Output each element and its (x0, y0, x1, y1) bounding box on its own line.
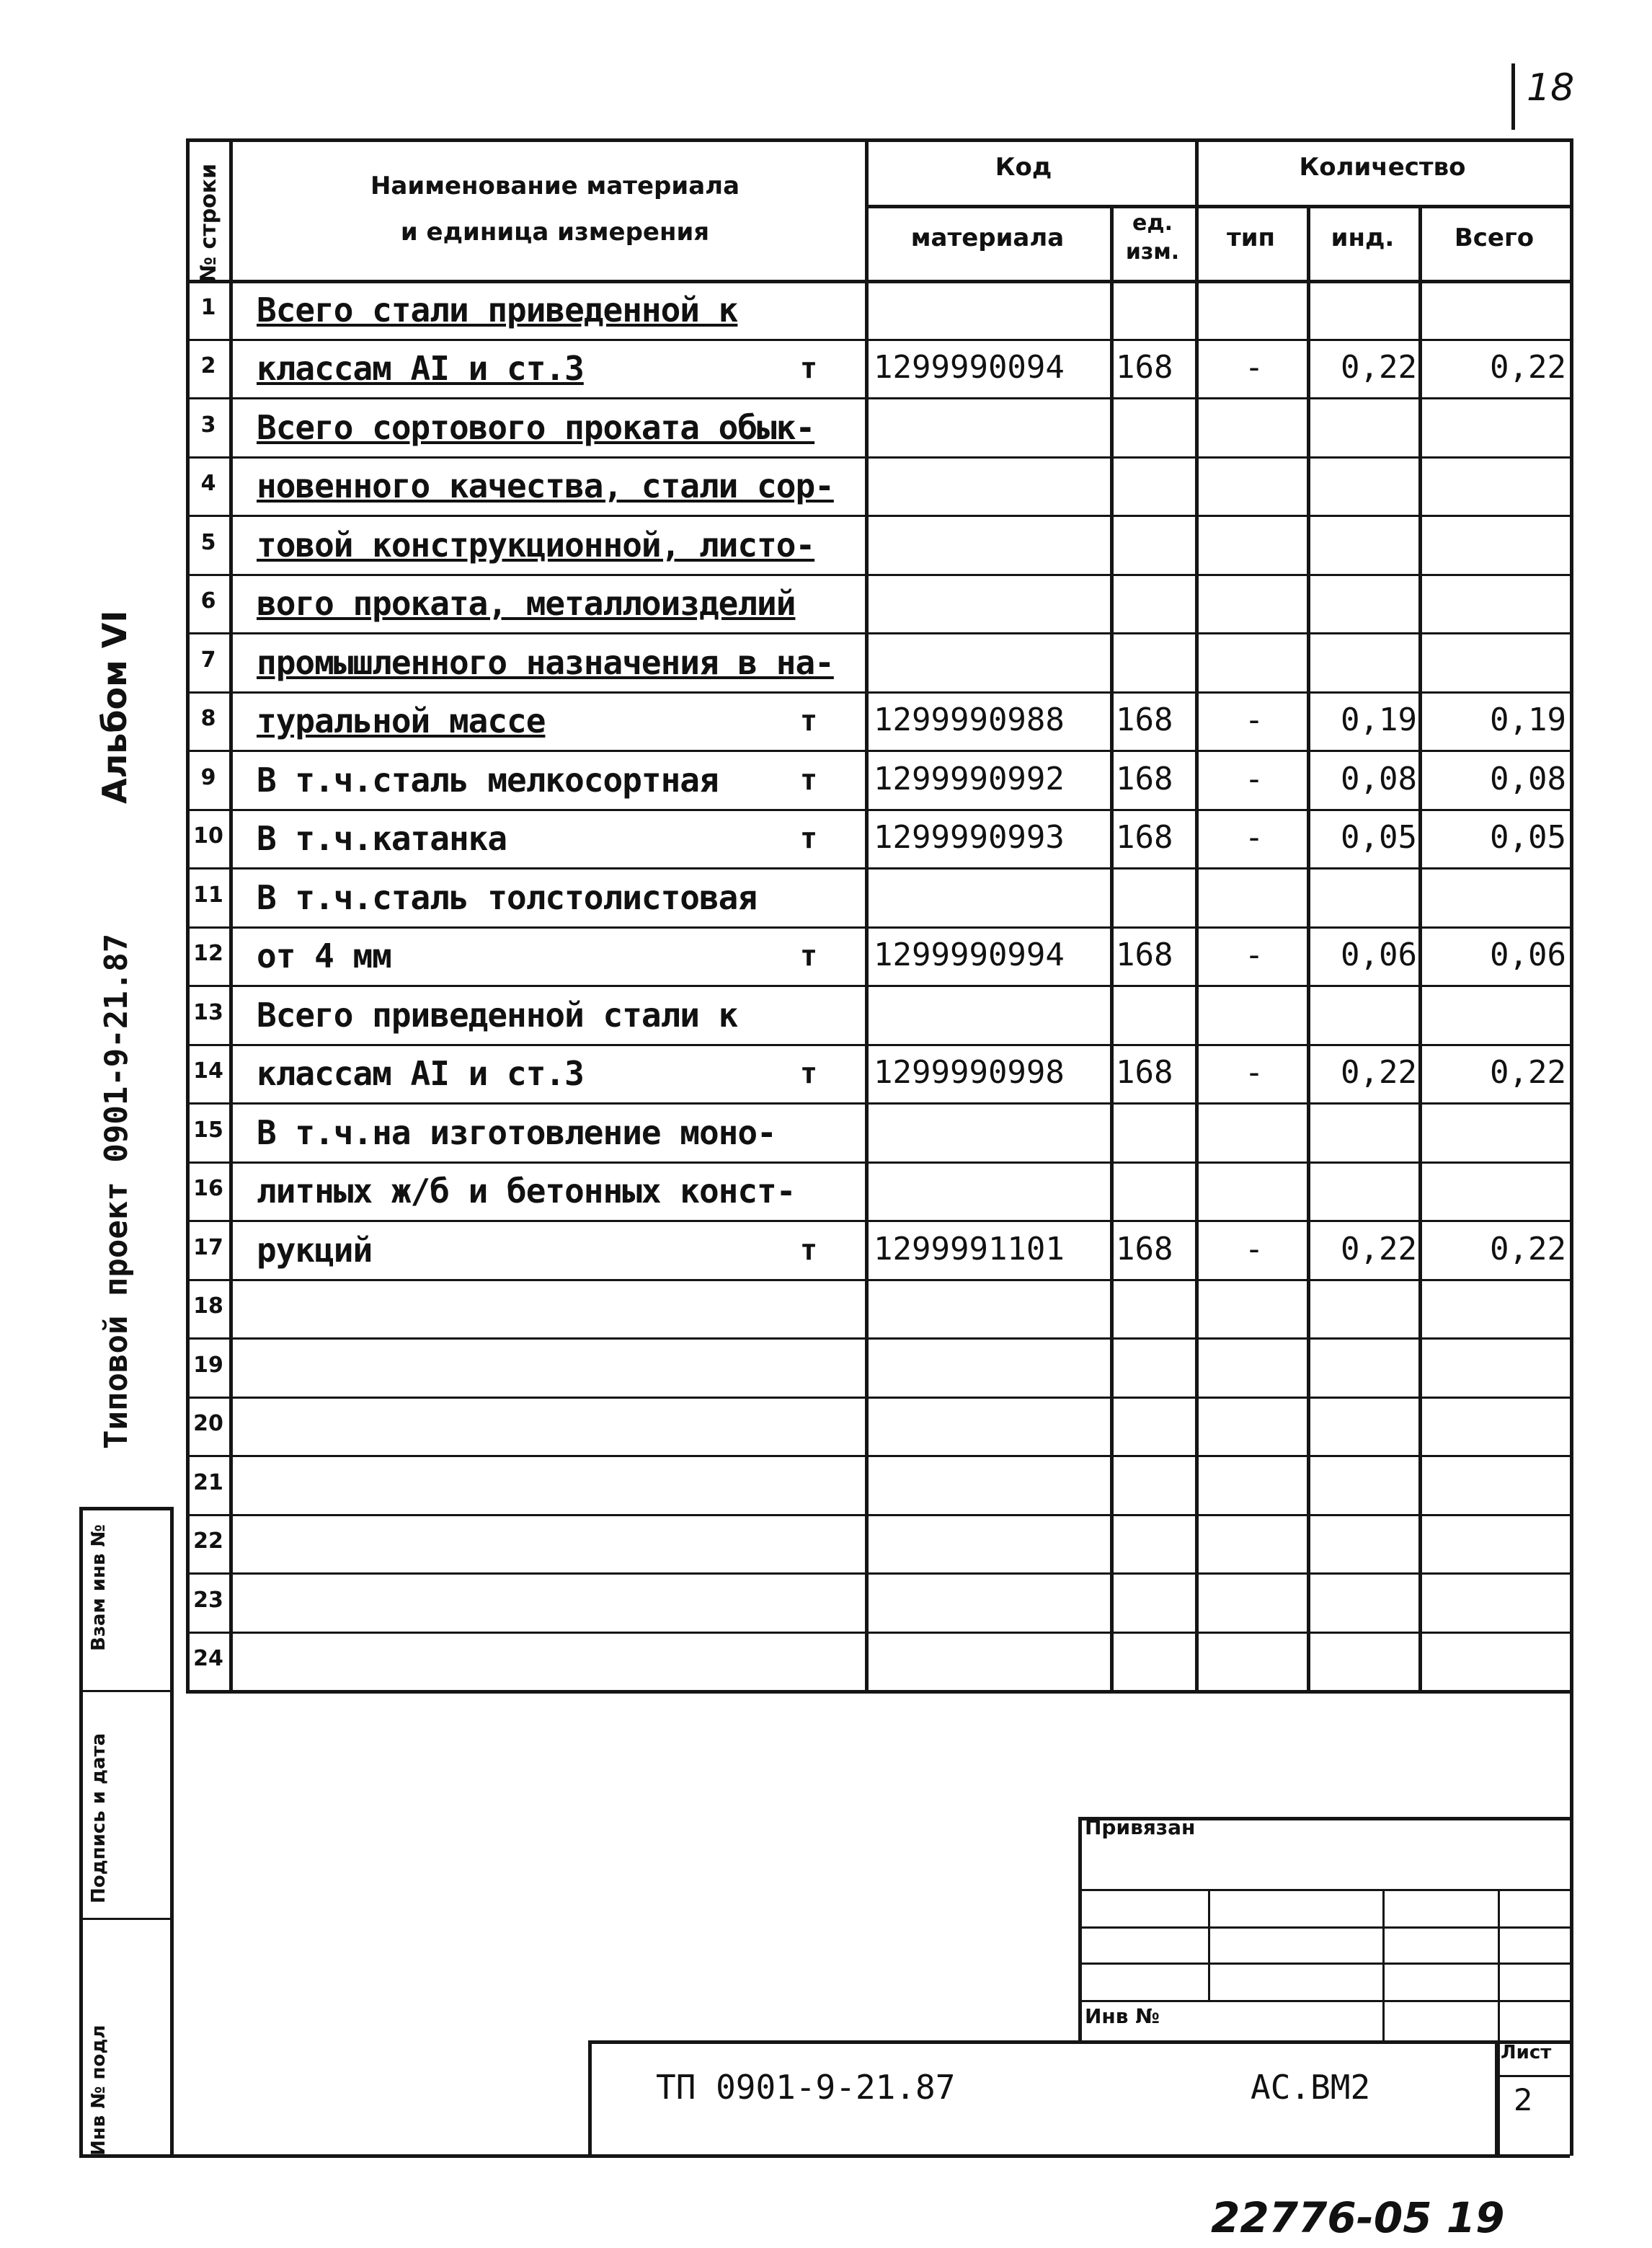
row-number: 18 (193, 1293, 223, 1319)
row-line (186, 1397, 1570, 1399)
header-bottom-line (186, 280, 1570, 283)
material-code: 1299990998 (874, 1054, 1065, 1091)
material-code: 1299990988 (874, 702, 1065, 738)
page-number: 18 (1527, 66, 1575, 110)
row-line (186, 985, 1570, 987)
row-number: 4 (200, 471, 216, 496)
margin-stamp-div1 (79, 1690, 173, 1692)
row-number: 9 (200, 765, 216, 790)
material-name: новенного качества, стали сор- (257, 466, 834, 505)
row-line (186, 515, 1570, 517)
row-number: 13 (193, 1000, 223, 1025)
material-unit: т (800, 352, 818, 385)
footer-number: 22776-05 19 (1211, 2193, 1505, 2242)
header-row-number: № строки (196, 163, 221, 283)
title-code: АС.ВМ2 (1251, 2068, 1371, 2107)
material-name: классам AI и ст.3 (257, 1054, 584, 1093)
table-top-border (186, 138, 1570, 142)
table-right-border (1570, 138, 1573, 2156)
material-code: 1299991101 (874, 1231, 1065, 1267)
row-line (186, 809, 1570, 811)
row-line (186, 1572, 1570, 1575)
title-main-left (588, 2040, 592, 2156)
qty-total: 0,19 (1490, 702, 1566, 738)
material-name: рукций (257, 1231, 373, 1270)
material-unit: т (800, 1234, 818, 1267)
qty-total: 0,22 (1490, 349, 1566, 386)
type-col-line (1195, 138, 1199, 1690)
header-quantity: Количество (1299, 153, 1466, 182)
qty-total: 0,22 (1490, 1231, 1566, 1267)
header-qty-total: Всего (1454, 224, 1535, 252)
material-name: Всего стали приведенной к (257, 291, 738, 329)
unit-code: 168 (1116, 702, 1173, 738)
qty-ind: 0,08 (1341, 761, 1417, 797)
stamp-signature-date: Подпись и дата (88, 1733, 110, 1903)
qty-type: - (1244, 761, 1264, 797)
row-number: 19 (193, 1353, 223, 1378)
row-number: 22 (193, 1528, 223, 1554)
qty-ind: 0,19 (1341, 702, 1417, 738)
rownum-col-line (229, 138, 233, 1690)
header-qty-ind: инд. (1331, 224, 1395, 252)
qty-type: - (1244, 937, 1264, 973)
unit-code: 168 (1116, 1231, 1173, 1267)
material-name: В т.ч.на изготовление моно- (257, 1113, 776, 1152)
material-unit: т (800, 1057, 818, 1090)
row-number: 23 (193, 1588, 223, 1613)
qty-ind: 0,22 (1341, 1231, 1417, 1267)
material-name: В т.ч.сталь толстолистовая (257, 878, 758, 917)
row-number: 14 (193, 1058, 223, 1084)
header-unit-line1: ед. (1132, 211, 1173, 236)
title-col1 (1208, 1889, 1210, 2000)
title-row1 (1078, 1889, 1570, 1891)
header-mid-line (865, 205, 1570, 208)
title-col2 (1382, 1889, 1385, 2040)
row-line (186, 1514, 1570, 1516)
stamp-inv-podl: Инв № подл (88, 2024, 110, 2156)
header-code: Код (995, 153, 1052, 182)
header-unit-line2: изм. (1125, 239, 1180, 265)
unit-code: 168 (1116, 937, 1173, 973)
row-number: 2 (200, 353, 216, 379)
header-qty-type: тип (1226, 224, 1276, 252)
row-number: 3 (200, 412, 216, 438)
qty-type: - (1244, 1231, 1264, 1267)
material-unit: т (800, 939, 818, 973)
material-name: вого проката, металлоизделий (257, 584, 796, 623)
stamp-vzam-inv: Взам инв № (88, 1524, 110, 1651)
qty-ind: 0,05 (1341, 819, 1417, 856)
material-code: 1299990094 (874, 349, 1065, 386)
row-line (186, 1337, 1570, 1340)
album-label: Альбом VI (95, 610, 134, 804)
material-name: от 4 мм (257, 937, 391, 975)
material-code: 1299990992 (874, 761, 1065, 797)
row-line (186, 1044, 1570, 1046)
row-number: 12 (193, 941, 223, 966)
row-line (186, 867, 1570, 869)
qty-total: 0,08 (1490, 761, 1566, 797)
qty-total: 0,06 (1490, 937, 1566, 973)
sheet-number: 2 (1514, 2082, 1533, 2118)
row-number: 11 (193, 882, 223, 908)
sheet-label: Лист (1501, 2042, 1552, 2063)
unit-code: 168 (1116, 761, 1173, 797)
title-inv-no: Инв № (1085, 2004, 1160, 2028)
row-line (186, 750, 1570, 752)
frame-left-lower (170, 1690, 174, 2156)
material-name: туральной массе (257, 702, 546, 740)
row-number: 17 (193, 1235, 223, 1260)
material-unit: т (800, 704, 818, 738)
qty-ind: 0,22 (1341, 1054, 1417, 1091)
row-line (186, 456, 1570, 459)
margin-stamp-left (79, 1507, 83, 2156)
row-line (186, 397, 1570, 399)
qty-type: - (1244, 702, 1264, 738)
material-name: литных ж/б и бетонных конст- (257, 1172, 796, 1211)
row-number: 16 (193, 1176, 223, 1201)
row-number: 6 (200, 588, 216, 614)
material-unit: т (800, 764, 818, 797)
row-line (186, 1455, 1570, 1457)
title-row4 (1078, 2000, 1570, 2002)
uom-col-line (1110, 205, 1114, 1690)
title-sheet-div (1495, 2075, 1570, 2077)
row-number: 5 (200, 530, 216, 555)
material-name: Всего сортового проката обык- (257, 408, 815, 447)
code-col-line (865, 138, 869, 1690)
title-sheet-left (1495, 2040, 1498, 2156)
material-code: 1299990994 (874, 937, 1065, 973)
qty-type: - (1244, 819, 1264, 856)
material-name: В т.ч.сталь мелкосортная (257, 761, 719, 800)
header-code-material: материала (910, 224, 1065, 252)
title-left (1078, 1817, 1082, 2040)
material-name: В т.ч.катанка (257, 819, 507, 858)
qty-type: - (1244, 349, 1264, 386)
row-line (186, 691, 1570, 694)
unit-code: 168 (1116, 819, 1173, 856)
margin-stamp-div2 (79, 1918, 173, 1920)
qty-total: 0,22 (1490, 1054, 1566, 1091)
row-line (186, 926, 1570, 929)
row-number: 21 (193, 1470, 223, 1495)
header-name-line2: и единица измерения (400, 218, 710, 247)
row-line (186, 1161, 1570, 1164)
title-row3 (1078, 1962, 1570, 1965)
row-number: 7 (200, 647, 216, 673)
row-number: 8 (200, 706, 216, 731)
title-privyazan: Привязан (1085, 1815, 1196, 1839)
qty-ind: 0,06 (1341, 937, 1417, 973)
project-label: Типовой проект 0901-9-21.87 (98, 933, 135, 1449)
qty-type: - (1244, 1054, 1264, 1091)
row-line (186, 574, 1570, 576)
row-number: 20 (193, 1411, 223, 1436)
row-line (186, 1102, 1570, 1105)
material-name: классам AI и ст.3 (257, 349, 584, 388)
material-name: Всего приведенной стали к (257, 996, 738, 1035)
row-line (186, 339, 1570, 341)
material-unit: т (800, 822, 818, 855)
qty-total: 0,05 (1490, 819, 1566, 856)
material-code: 1299990993 (874, 819, 1065, 856)
row-number: 1 (200, 295, 216, 320)
qty-ind: 0,22 (1341, 349, 1417, 386)
row-line (186, 1690, 1570, 1694)
frame-bottom (79, 2154, 1570, 2158)
margin-stamp-top (79, 1507, 173, 1510)
row-number: 15 (193, 1118, 223, 1143)
row-line (186, 632, 1570, 634)
title-main-top (588, 2040, 1570, 2044)
row-line (186, 1632, 1570, 1634)
header-name-line1: Наименование материала (370, 172, 740, 200)
row-line (186, 1279, 1570, 1281)
unit-code: 168 (1116, 349, 1173, 386)
material-name: товой конструкционной, листо- (257, 526, 815, 565)
material-name: промышленного назначения в на- (257, 643, 834, 682)
row-number: 24 (193, 1646, 223, 1671)
row-number: 10 (193, 823, 223, 849)
title-row2 (1078, 1926, 1570, 1929)
unit-code: 168 (1116, 1054, 1173, 1091)
title-designation: ТП 0901-9-21.87 (656, 2068, 956, 2107)
row-line (186, 1220, 1570, 1222)
